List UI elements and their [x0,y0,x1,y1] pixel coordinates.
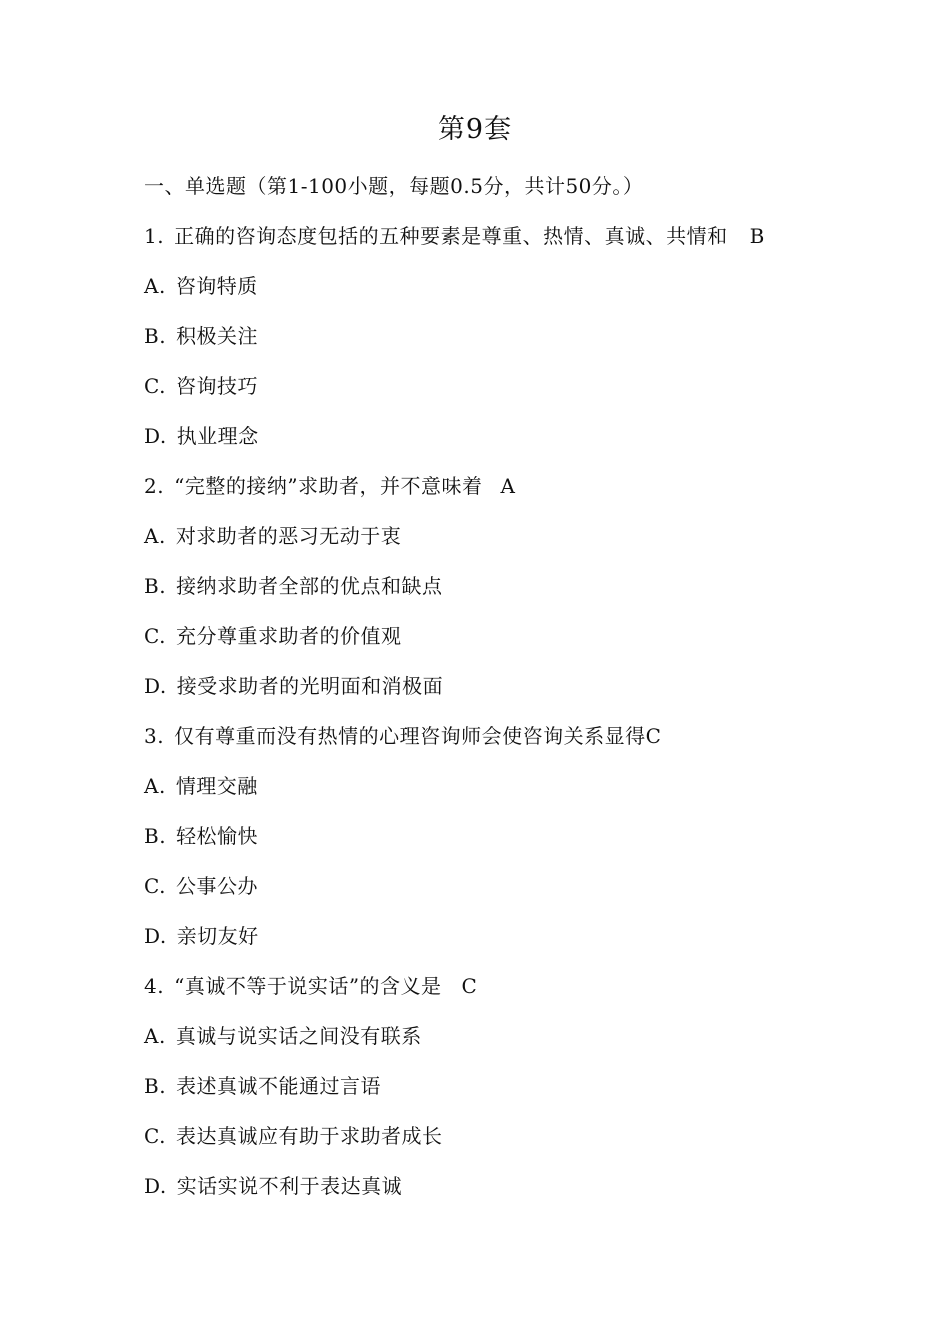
section-heading: 一、单选题（第1-100小题，每题0.5分，共计50分。） [144,174,644,198]
option-letter: B. [144,1074,167,1098]
option-item [144,618,844,668]
option-letter: C. [144,624,166,648]
option-text: 接纳求助者全部的优点和缺点 [176,574,443,598]
option-letter: D. [144,1174,167,1198]
question-number: 4. [144,974,165,998]
question-stem [144,218,844,268]
page-title: 第9套 [437,114,513,145]
option-letter: D. [144,424,167,448]
option-text: 公事公办 [175,874,258,898]
option-item [144,1168,844,1218]
option-text: 对求助者的恶习无动于衷 [175,524,402,548]
option-letter: C. [144,874,166,898]
question-answer: A [500,474,516,498]
option-item [144,1018,844,1068]
option-item [144,568,844,618]
option-text: 积极关注 [176,324,259,348]
question-answer: C [645,724,662,748]
option-letter: C. [144,1124,166,1148]
option-letter: A. [144,524,166,548]
question-stem [144,968,844,1018]
question-answer: B [749,224,765,248]
question-text: 正确的咨询态度包括的五种要素是尊重、热情、真诚、共情和 [174,224,728,248]
option-item [144,668,844,718]
option-item [144,868,844,918]
option-item [144,368,844,418]
question-answer: C [461,974,478,998]
question-stem [144,718,844,768]
option-text: 咨询特质 [175,274,258,298]
option-text: 轻松愉快 [176,824,259,848]
option-item [144,318,844,368]
option-letter: C. [144,374,166,398]
question-text: “真诚不等于说实话”的含义是 [174,974,442,998]
option-letter: D. [144,924,167,948]
question-number: 3. [144,724,165,748]
option-text: 情理交融 [175,774,258,798]
option-item [144,818,844,868]
option-text: 充分尊重求助者的价值观 [175,624,402,648]
option-text: 接受求助者的光明面和消极面 [176,674,444,698]
option-text: 实话实说不利于表达真诚 [176,1174,403,1198]
option-text: 执业理念 [176,424,259,448]
option-item [144,1118,844,1168]
option-item [144,518,844,568]
option-letter: A. [144,774,166,798]
question-text: “完整的接纳”求助者，并不意味着 [174,474,483,498]
option-letter: B. [144,824,167,848]
option-item [144,768,844,818]
option-item [144,268,844,318]
document-body [144,168,844,1218]
option-item [144,418,844,468]
option-text: 表述真诚不能通过言语 [176,1074,382,1098]
option-item [144,1068,844,1118]
option-letter: A. [144,1024,166,1048]
option-letter: A. [144,274,166,298]
question-number: 1. [144,224,165,248]
option-text: 真诚与说实话之间没有联系 [175,1024,422,1048]
question-text: 仅有尊重而没有热情的心理咨询师会使咨询关系显得 [174,724,646,748]
question-stem [144,468,844,518]
option-letter: B. [144,324,167,348]
question-number: 2. [144,474,165,498]
option-item [144,918,844,968]
option-text: 表达真诚应有助于求助者成长 [175,1124,443,1148]
option-text: 亲切友好 [176,924,259,948]
option-letter: D. [144,674,167,698]
option-text: 咨询技巧 [175,374,258,398]
option-letter: B. [144,574,167,598]
